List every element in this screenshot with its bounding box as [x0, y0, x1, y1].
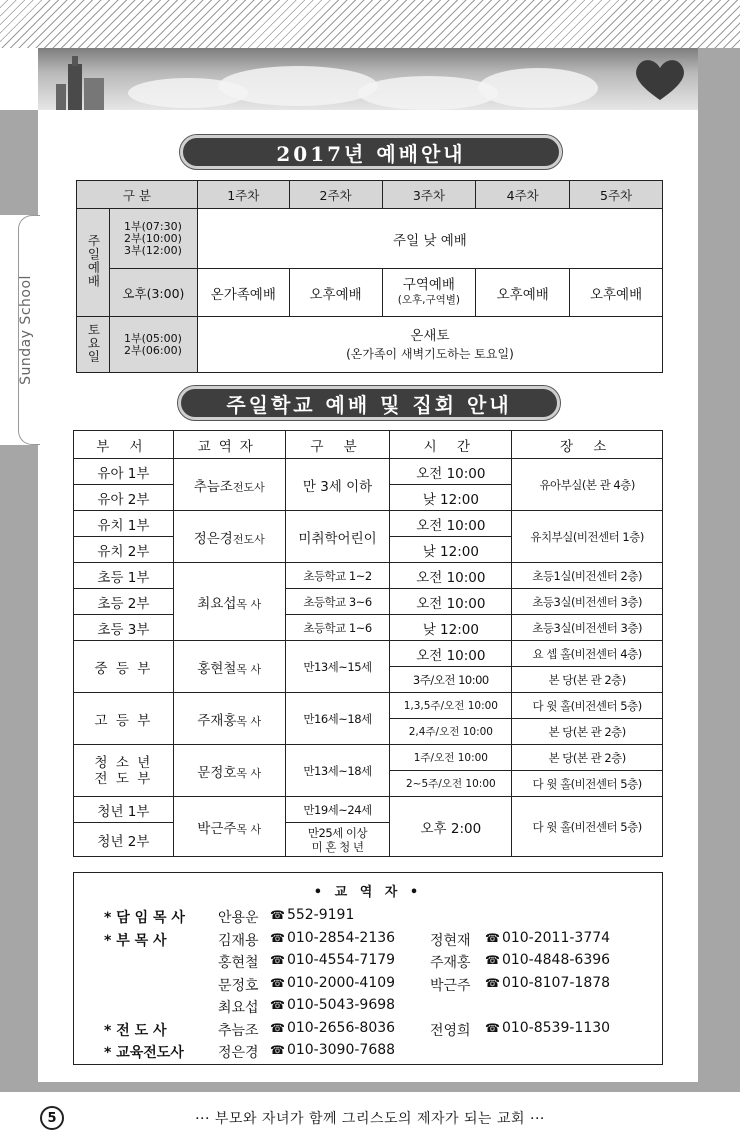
- phone-number: 010-4554-7179: [286, 952, 396, 968]
- teacher-cell: [173, 693, 285, 745]
- header-cell: 3주차: [382, 181, 476, 209]
- table-row: [74, 641, 663, 667]
- table-row: [74, 693, 663, 719]
- heart-cloud-icon: [630, 54, 690, 104]
- school-title-text: 주일학교 예배 및 집회 안내: [226, 392, 512, 417]
- saturday-row: [77, 317, 663, 373]
- table-row: [74, 511, 663, 537]
- phone-number: 010-2000-4109: [286, 974, 396, 991]
- table-row: [74, 589, 663, 615]
- staff-phone: [270, 997, 430, 1017]
- sunday-school-table: [73, 430, 663, 857]
- dept-cell: 초등 3부: [74, 615, 174, 641]
- afternoon-service: 오후예배: [570, 269, 663, 317]
- place-cell: 다 윗 홀(비전센터 5층): [512, 797, 663, 857]
- teacher-cell: [173, 641, 285, 693]
- time-cell: 오전 10:00: [390, 563, 512, 589]
- age-line: 미 혼 청 년: [311, 839, 364, 854]
- place-cell: 초등3실(비전센터 3층): [512, 589, 663, 615]
- sunday-times-cell: [109, 209, 197, 269]
- staff-name: 최요섭: [218, 1000, 259, 1016]
- staff-phone: [485, 952, 610, 972]
- teacher-title: 목 사: [236, 662, 262, 676]
- place-cell: 다 윗 홀(비전센터 5층): [512, 693, 663, 719]
- dept-cell: 초등 1부: [74, 563, 174, 589]
- teacher-cell: [173, 459, 285, 511]
- time-cell: 낮 12:00: [390, 615, 512, 641]
- staff-role: * 전 도 사: [104, 1022, 167, 1039]
- time-cell: 오전 10:00: [390, 641, 512, 667]
- afternoon-row: [77, 269, 663, 317]
- staff-phone: [270, 930, 430, 950]
- phone-icon: ☎: [485, 1020, 500, 1035]
- teacher-title: 목 사: [236, 766, 262, 780]
- teacher-name: 박근주: [197, 820, 237, 837]
- dept-cell: [74, 745, 174, 797]
- dept-line: 청 소 년: [94, 754, 153, 771]
- worship-title: [180, 135, 562, 169]
- phone-number: 010-2011-3774: [501, 929, 611, 946]
- header-cell: 부 서: [74, 431, 174, 459]
- staff-name: 정은경: [218, 1045, 259, 1061]
- teacher-cell: [173, 511, 285, 563]
- teacher-title: 목 사: [236, 597, 262, 611]
- phone-number: 552-9191: [286, 907, 355, 923]
- time-cell: 3주/오전 10:00: [390, 667, 512, 693]
- afternoon-service: 온가족예배: [197, 269, 289, 317]
- table-row: [74, 797, 663, 823]
- time-cell: 오후 2:00: [390, 797, 512, 857]
- age-cell: 만19세~24세: [285, 797, 390, 823]
- phone-icon: ☎: [485, 975, 500, 990]
- teacher-title: 목 사: [236, 822, 262, 836]
- afternoon-time: 오후(3:00): [109, 269, 197, 317]
- age-line: 만25세 이상: [307, 825, 368, 840]
- time-cell: 낮 12:00: [390, 485, 512, 511]
- dept-cell: 중 등 부: [74, 641, 174, 693]
- time-cell: 1주/오전 10:00: [390, 745, 512, 771]
- page-border-right: [698, 48, 740, 1082]
- teacher-name: 홍현철: [197, 660, 237, 677]
- time-cell: 오전 10:00: [390, 459, 512, 485]
- worship-title-text: 2017년 예배안내: [276, 141, 466, 166]
- staff-title: • 교 역 자 •: [313, 885, 423, 900]
- teacher-cell: [173, 745, 285, 797]
- header-cell: 구 분: [77, 181, 198, 209]
- staff-role: [104, 952, 218, 972]
- sky-banner: [38, 48, 698, 110]
- afternoon-service: 오후예배: [289, 269, 382, 317]
- hatch-header: [0, 0, 740, 48]
- staff-role: [104, 997, 218, 1017]
- page-number: 5: [40, 1106, 64, 1130]
- phone-number: 010-2656-8036: [286, 1019, 396, 1036]
- staff-phone: [270, 975, 430, 995]
- staff-phone: [270, 952, 430, 972]
- staff-role: * 교육전도사: [104, 1045, 184, 1061]
- sunday-time: 2부(10:00): [123, 231, 182, 245]
- teacher-title: 전도사: [232, 532, 265, 546]
- header-cell: 1주차: [197, 181, 289, 209]
- sunday-time: 3부(12:00): [123, 243, 182, 257]
- phone-icon: ☎: [270, 1020, 285, 1035]
- time-cell: 2~5주/오전 10:00: [390, 771, 512, 797]
- page-border-bottom: [0, 1082, 740, 1092]
- teacher-cell: [173, 797, 285, 857]
- staff-name: 주재홍: [430, 955, 471, 971]
- staff-directory: [73, 872, 663, 1065]
- staff-name: 김재용: [218, 932, 259, 949]
- time-cell: 2,4주/오전 10:00: [390, 719, 512, 745]
- teacher-title: 전도사: [232, 480, 265, 494]
- sunday-label-cell: [77, 209, 110, 317]
- phone-icon: ☎: [270, 953, 285, 967]
- age-cell: 초등학교 1~6: [285, 615, 390, 641]
- teacher-name: 문정호: [197, 764, 237, 781]
- staff-line: [104, 975, 610, 995]
- phone-number: 010-4848-6396: [501, 952, 611, 968]
- footer-motto: ··· 부모와 자녀가 함께 그리스도의 제자가 되는 교회 ···: [195, 1111, 545, 1127]
- staff-line: [104, 907, 430, 927]
- page-border-left-bottom: [0, 445, 38, 1082]
- phone-icon: ☎: [485, 953, 500, 967]
- teacher-name: 정은경: [193, 530, 233, 547]
- phone-number: 010-8539-1130: [501, 1019, 611, 1036]
- staff-line: [104, 952, 610, 972]
- place-cell: 본 당(본 관 2층): [512, 719, 663, 745]
- table-row: [74, 615, 663, 641]
- teacher-title: 목 사: [236, 714, 262, 728]
- place-cell: 다 윗 홀(비전센터 5층): [512, 771, 663, 797]
- place-cell: 요 셉 홀(비전센터 4층): [512, 641, 663, 667]
- staff-name: 정현재: [430, 932, 471, 949]
- saturday-time: 2부(06:00): [123, 343, 182, 357]
- staff-name: 박근주: [430, 977, 471, 994]
- staff-line: [104, 930, 610, 950]
- header-cell: 시 간: [390, 431, 512, 459]
- teacher-name: 최요섭: [197, 595, 237, 612]
- sunday-service: 주일 낮 예배: [197, 209, 662, 269]
- saturday-time: 1부(05:00): [123, 331, 182, 345]
- worship-header-row: [77, 181, 663, 209]
- staff-name: 전영희: [430, 1022, 471, 1039]
- age-cell: 만13세~15세: [285, 641, 390, 693]
- header-cell: 5주차: [570, 181, 663, 209]
- sunday-label: 주일예배: [85, 234, 101, 288]
- staff-line: [104, 1042, 430, 1062]
- phone-icon: ☎: [270, 998, 285, 1012]
- sunday-row: [77, 209, 663, 269]
- age-cell: 초등학교 3~6: [285, 589, 390, 615]
- phone-number: 010-8107-1878: [501, 974, 611, 991]
- time-cell: 낮 12:00: [390, 537, 512, 563]
- teacher-name: 주재홍: [197, 712, 237, 729]
- place-cell: 초등3실(비전센터 3층): [512, 615, 663, 641]
- church-tower-icon: [50, 54, 110, 110]
- table-row: [74, 563, 663, 589]
- age-cell: [285, 823, 390, 857]
- staff-role: [104, 975, 218, 995]
- header-cell: 장 소: [512, 431, 663, 459]
- dept-cell: 고 등 부: [74, 693, 174, 745]
- place-cell: 초등1실(비전센터 2층): [512, 563, 663, 589]
- dept-cell: 유아 1부: [74, 459, 174, 485]
- saturday-service: 온새토: [410, 327, 450, 344]
- time-cell: 오전 10:00: [390, 511, 512, 537]
- place-cell: 유치부실(비전센터 1층): [512, 511, 663, 563]
- staff-name: 홍현철: [218, 955, 259, 971]
- staff-phone: [270, 1042, 430, 1062]
- table-row: [74, 459, 663, 485]
- dept-cell: 청년 1부: [74, 797, 174, 823]
- staff-line: [104, 997, 430, 1017]
- staff-phone: [485, 1020, 610, 1040]
- staff-name: 문정호: [218, 977, 259, 994]
- phone-icon: ☎: [485, 930, 500, 945]
- age-cell: 미취학어린이: [285, 511, 390, 563]
- header-cell: 구 분: [285, 431, 390, 459]
- dept-line: 전 도 부: [94, 770, 153, 787]
- afternoon-service-cell: [382, 269, 476, 317]
- dept-cell: 유치 1부: [74, 511, 174, 537]
- staff-line: [104, 1020, 610, 1040]
- age-cell: 만16세~18세: [285, 693, 390, 745]
- place-cell: 본 당(본 관 2층): [512, 667, 663, 693]
- saturday-service-note: (온가족이 새벽기도하는 토요일): [346, 346, 514, 361]
- header-cell: 2주차: [289, 181, 382, 209]
- header-cell: 4주차: [476, 181, 570, 209]
- staff-phone: [485, 975, 610, 995]
- staff-role: * 담 임 목 사: [104, 910, 185, 926]
- dept-cell: 청년 2부: [74, 823, 174, 857]
- age-cell: 초등학교 1~2: [285, 563, 390, 589]
- phone-number: 010-2854-2136: [286, 929, 396, 946]
- afternoon-service-note: (오후,구역별): [397, 293, 461, 306]
- staff-phone: [485, 930, 610, 950]
- staff-name: 안용운: [218, 910, 259, 926]
- age-cell: 만 3세 이하: [285, 459, 390, 511]
- teacher-name: 추늠조: [193, 478, 233, 495]
- saturday-times-cell: [109, 317, 197, 373]
- afternoon-service: 오후예배: [476, 269, 570, 317]
- side-label: Sunday School: [18, 275, 34, 385]
- dept-cell: 초등 2부: [74, 589, 174, 615]
- school-title: [178, 386, 560, 420]
- staff-phone: [270, 907, 430, 927]
- worship-schedule-table: [76, 180, 663, 373]
- phone-icon: ☎: [270, 930, 285, 945]
- dept-cell: 유아 2부: [74, 485, 174, 511]
- phone-icon: ☎: [270, 1043, 285, 1057]
- afternoon-service: 구역예배: [402, 276, 455, 293]
- phone-number: 010-3090-7688: [286, 1042, 396, 1058]
- time-cell: 오전 10:00: [390, 589, 512, 615]
- staff-role: * 부 목 사: [104, 932, 167, 949]
- school-header-row: [74, 431, 663, 459]
- age-cell: 만13세~18세: [285, 745, 390, 797]
- staff-phone: [270, 1020, 430, 1040]
- dept-cell: 유치 2부: [74, 537, 174, 563]
- table-row: [74, 745, 663, 771]
- header-cell: 교역자: [173, 431, 285, 459]
- place-cell: 본 당(본 관 2층): [512, 745, 663, 771]
- staff-name: 추늠조: [218, 1022, 259, 1039]
- saturday-service-cell: [197, 317, 662, 373]
- saturday-label-cell: [77, 317, 110, 373]
- time-cell: 1,3,5주/오전 10:00: [390, 693, 512, 719]
- place-cell: 유아부실(본 관 4층): [512, 459, 663, 511]
- sunday-time: 1부(07:30): [123, 219, 182, 233]
- phone-number: 010-5043-9698: [286, 997, 396, 1013]
- page-border-left-top: [0, 110, 38, 215]
- teacher-cell: [173, 563, 285, 641]
- phone-icon: ☎: [270, 975, 285, 990]
- saturday-label: 토요일: [85, 322, 101, 364]
- phone-icon: ☎: [270, 908, 285, 922]
